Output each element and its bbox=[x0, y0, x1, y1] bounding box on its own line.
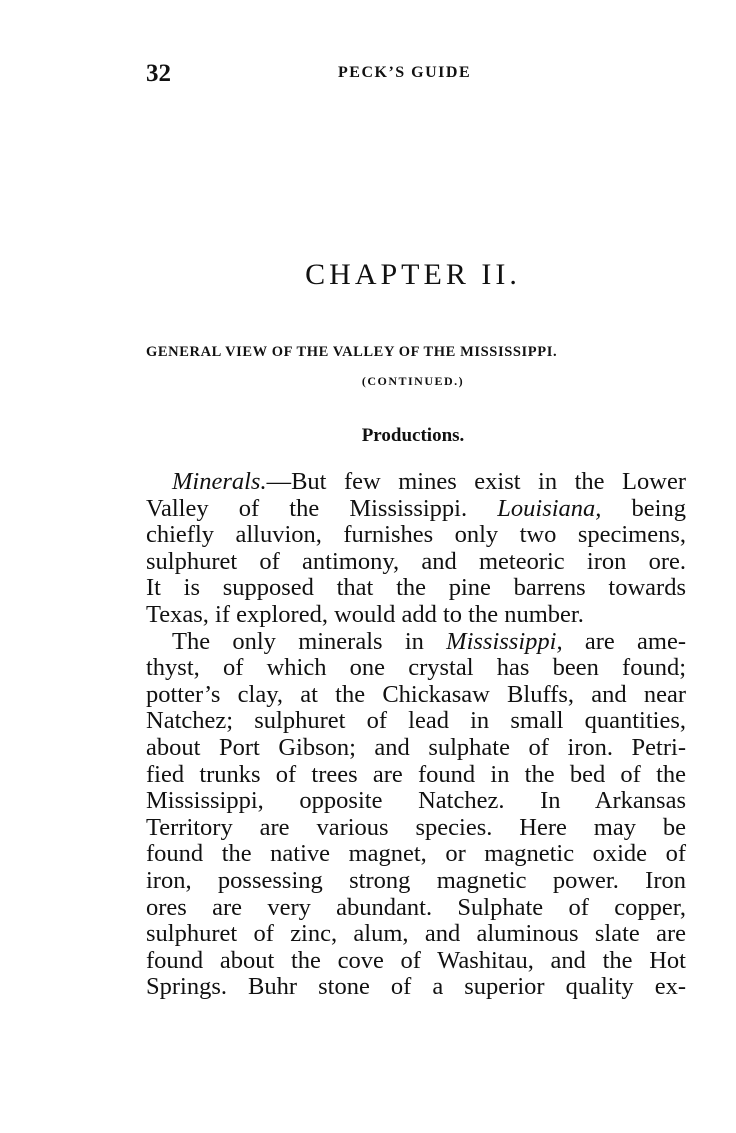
page-number: 32 bbox=[146, 60, 171, 87]
text-line: fied trunks of trees are found in the bed of the bbox=[146, 760, 686, 788]
text-line: thyst, of which one crystal has been found; bbox=[146, 654, 686, 682]
chapter-title: CHAPTER II. bbox=[305, 258, 521, 291]
text-line: potter’s clay, at the Chickasaw Bluffs, and near bbox=[146, 680, 686, 708]
text-line: Mississippi, opposite Natchez. In Arkansas bbox=[146, 787, 686, 815]
text-line bbox=[146, 629, 686, 656]
text-line: It is supposed that the pine barrens towards bbox=[146, 574, 686, 602]
text-line bbox=[146, 496, 686, 523]
text-line bbox=[146, 469, 686, 496]
section-heading: Productions. bbox=[361, 425, 465, 446]
running-head bbox=[146, 60, 684, 90]
chapter-subtitle: GENERAL VIEW OF THE VALLEY OF THE MISSISSIPPI. bbox=[146, 344, 558, 360]
text-line: ores are very abundant. Sulphate of copper, bbox=[146, 893, 686, 921]
italic-term: Minerals. bbox=[172, 468, 267, 495]
body-text bbox=[146, 469, 686, 1001]
text-fragment: —But few mines exist in the Lower bbox=[266, 468, 686, 495]
text-line: about Port Gibson; and sulphate of iron. Petri- bbox=[146, 733, 686, 761]
text-fragment: The only minerals in bbox=[172, 627, 447, 655]
italic-term: Louisiana, bbox=[497, 494, 602, 522]
text-line: found the native magnet, or magnetic oxide of bbox=[146, 840, 686, 868]
text-fragment: Valley of the Mississippi. bbox=[146, 494, 498, 522]
text-line: Texas, if explored, would add to the number. bbox=[146, 600, 584, 628]
text-line: chiefly alluvion, furnishes only two specimens, bbox=[146, 521, 686, 549]
text-line: Natchez; sulphuret of lead in small quantities, bbox=[146, 707, 686, 735]
text-line: iron, possessing strong magnetic power. Iron bbox=[146, 866, 686, 894]
text-line: found about the cove of Washitau, and the Hot bbox=[146, 946, 686, 974]
running-title: PECK’S GUIDE bbox=[338, 64, 472, 81]
text-fragment: being bbox=[601, 494, 686, 522]
text-line: sulphuret of antimony, and meteoric iron ore. bbox=[146, 547, 686, 575]
text-line: Springs. Buhr stone of a superior quality ex- bbox=[146, 973, 686, 1001]
text-line: sulphuret of zinc, alum, and aluminous slate are bbox=[146, 920, 686, 948]
continued-note: (CONTINUED.) bbox=[361, 374, 465, 388]
text-line: Territory are various species. Here may be bbox=[146, 813, 686, 841]
text-fragment: are ame- bbox=[562, 627, 686, 655]
italic-term: Mississippi, bbox=[446, 627, 563, 655]
